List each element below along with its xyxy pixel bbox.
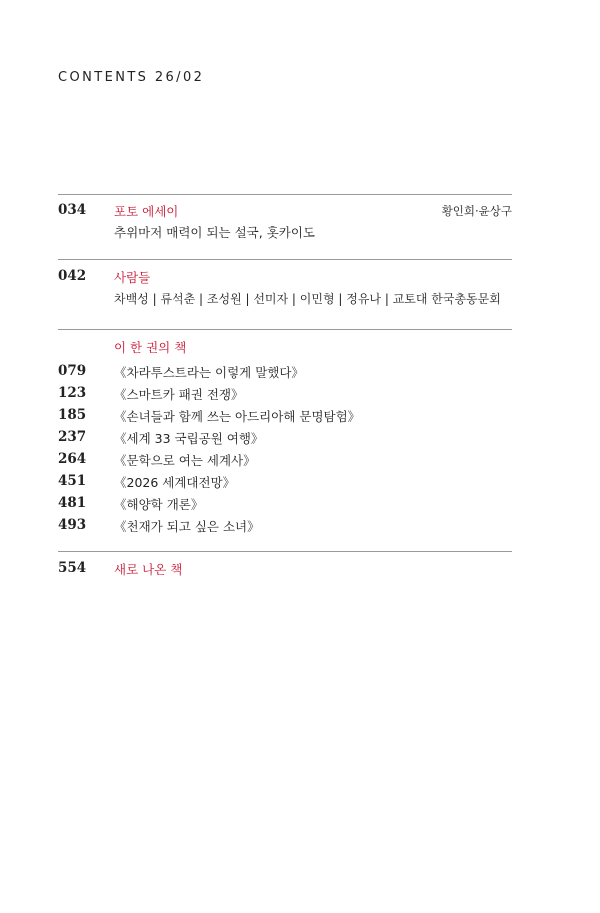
book-title: 《문학으로 여는 세계사》 — [114, 453, 256, 468]
page-number: 123 — [58, 385, 87, 401]
page-number: 264 — [58, 451, 87, 467]
section-label-books: 이 한 권의 책 — [114, 340, 187, 355]
section-divider — [58, 329, 512, 330]
section-label-photo-essay: 포토 에세이 — [114, 204, 179, 219]
page-number: 451 — [58, 473, 87, 489]
section-label-people: 사람들 — [114, 270, 151, 285]
author-credit: 황인희·윤상구 — [441, 204, 512, 218]
page-number: 185 — [58, 407, 87, 423]
section-divider — [58, 551, 512, 552]
book-title: 《세계 33 국립공원 여행》 — [114, 431, 264, 446]
section-label-new-books: 새로 나온 책 — [114, 562, 183, 577]
page-number: 554 — [58, 560, 87, 576]
article-title: 추위마저 매력이 되는 설국, 홋카이도 — [114, 225, 315, 240]
page-number: 237 — [58, 429, 87, 445]
section-divider — [58, 194, 512, 195]
page-number: 493 — [58, 517, 87, 533]
book-title: 《2026 세계대전망》 — [114, 475, 236, 490]
page-number: 034 — [58, 202, 87, 218]
page-number: 079 — [58, 363, 87, 379]
book-title: 《해양학 개론》 — [114, 497, 204, 512]
page-number: 042 — [58, 268, 87, 284]
book-title: 《손녀들과 함께 쓰는 아드리아해 문명탐험》 — [114, 409, 361, 424]
book-title: 《차라투스트라는 이렇게 말했다》 — [114, 365, 304, 380]
page-number: 481 — [58, 495, 87, 511]
book-title: 《스마트카 패권 전쟁》 — [114, 387, 244, 402]
book-title: 《천재가 되고 싶은 소녀》 — [114, 519, 260, 534]
section-divider — [58, 259, 512, 260]
contents-header: CONTENTS 26/02 — [58, 70, 205, 85]
people-names: 차백성 | 류석춘 | 조성원 | 선미자 | 이민형 | 정유나 | 교토대 한국총동문회 — [114, 292, 501, 306]
